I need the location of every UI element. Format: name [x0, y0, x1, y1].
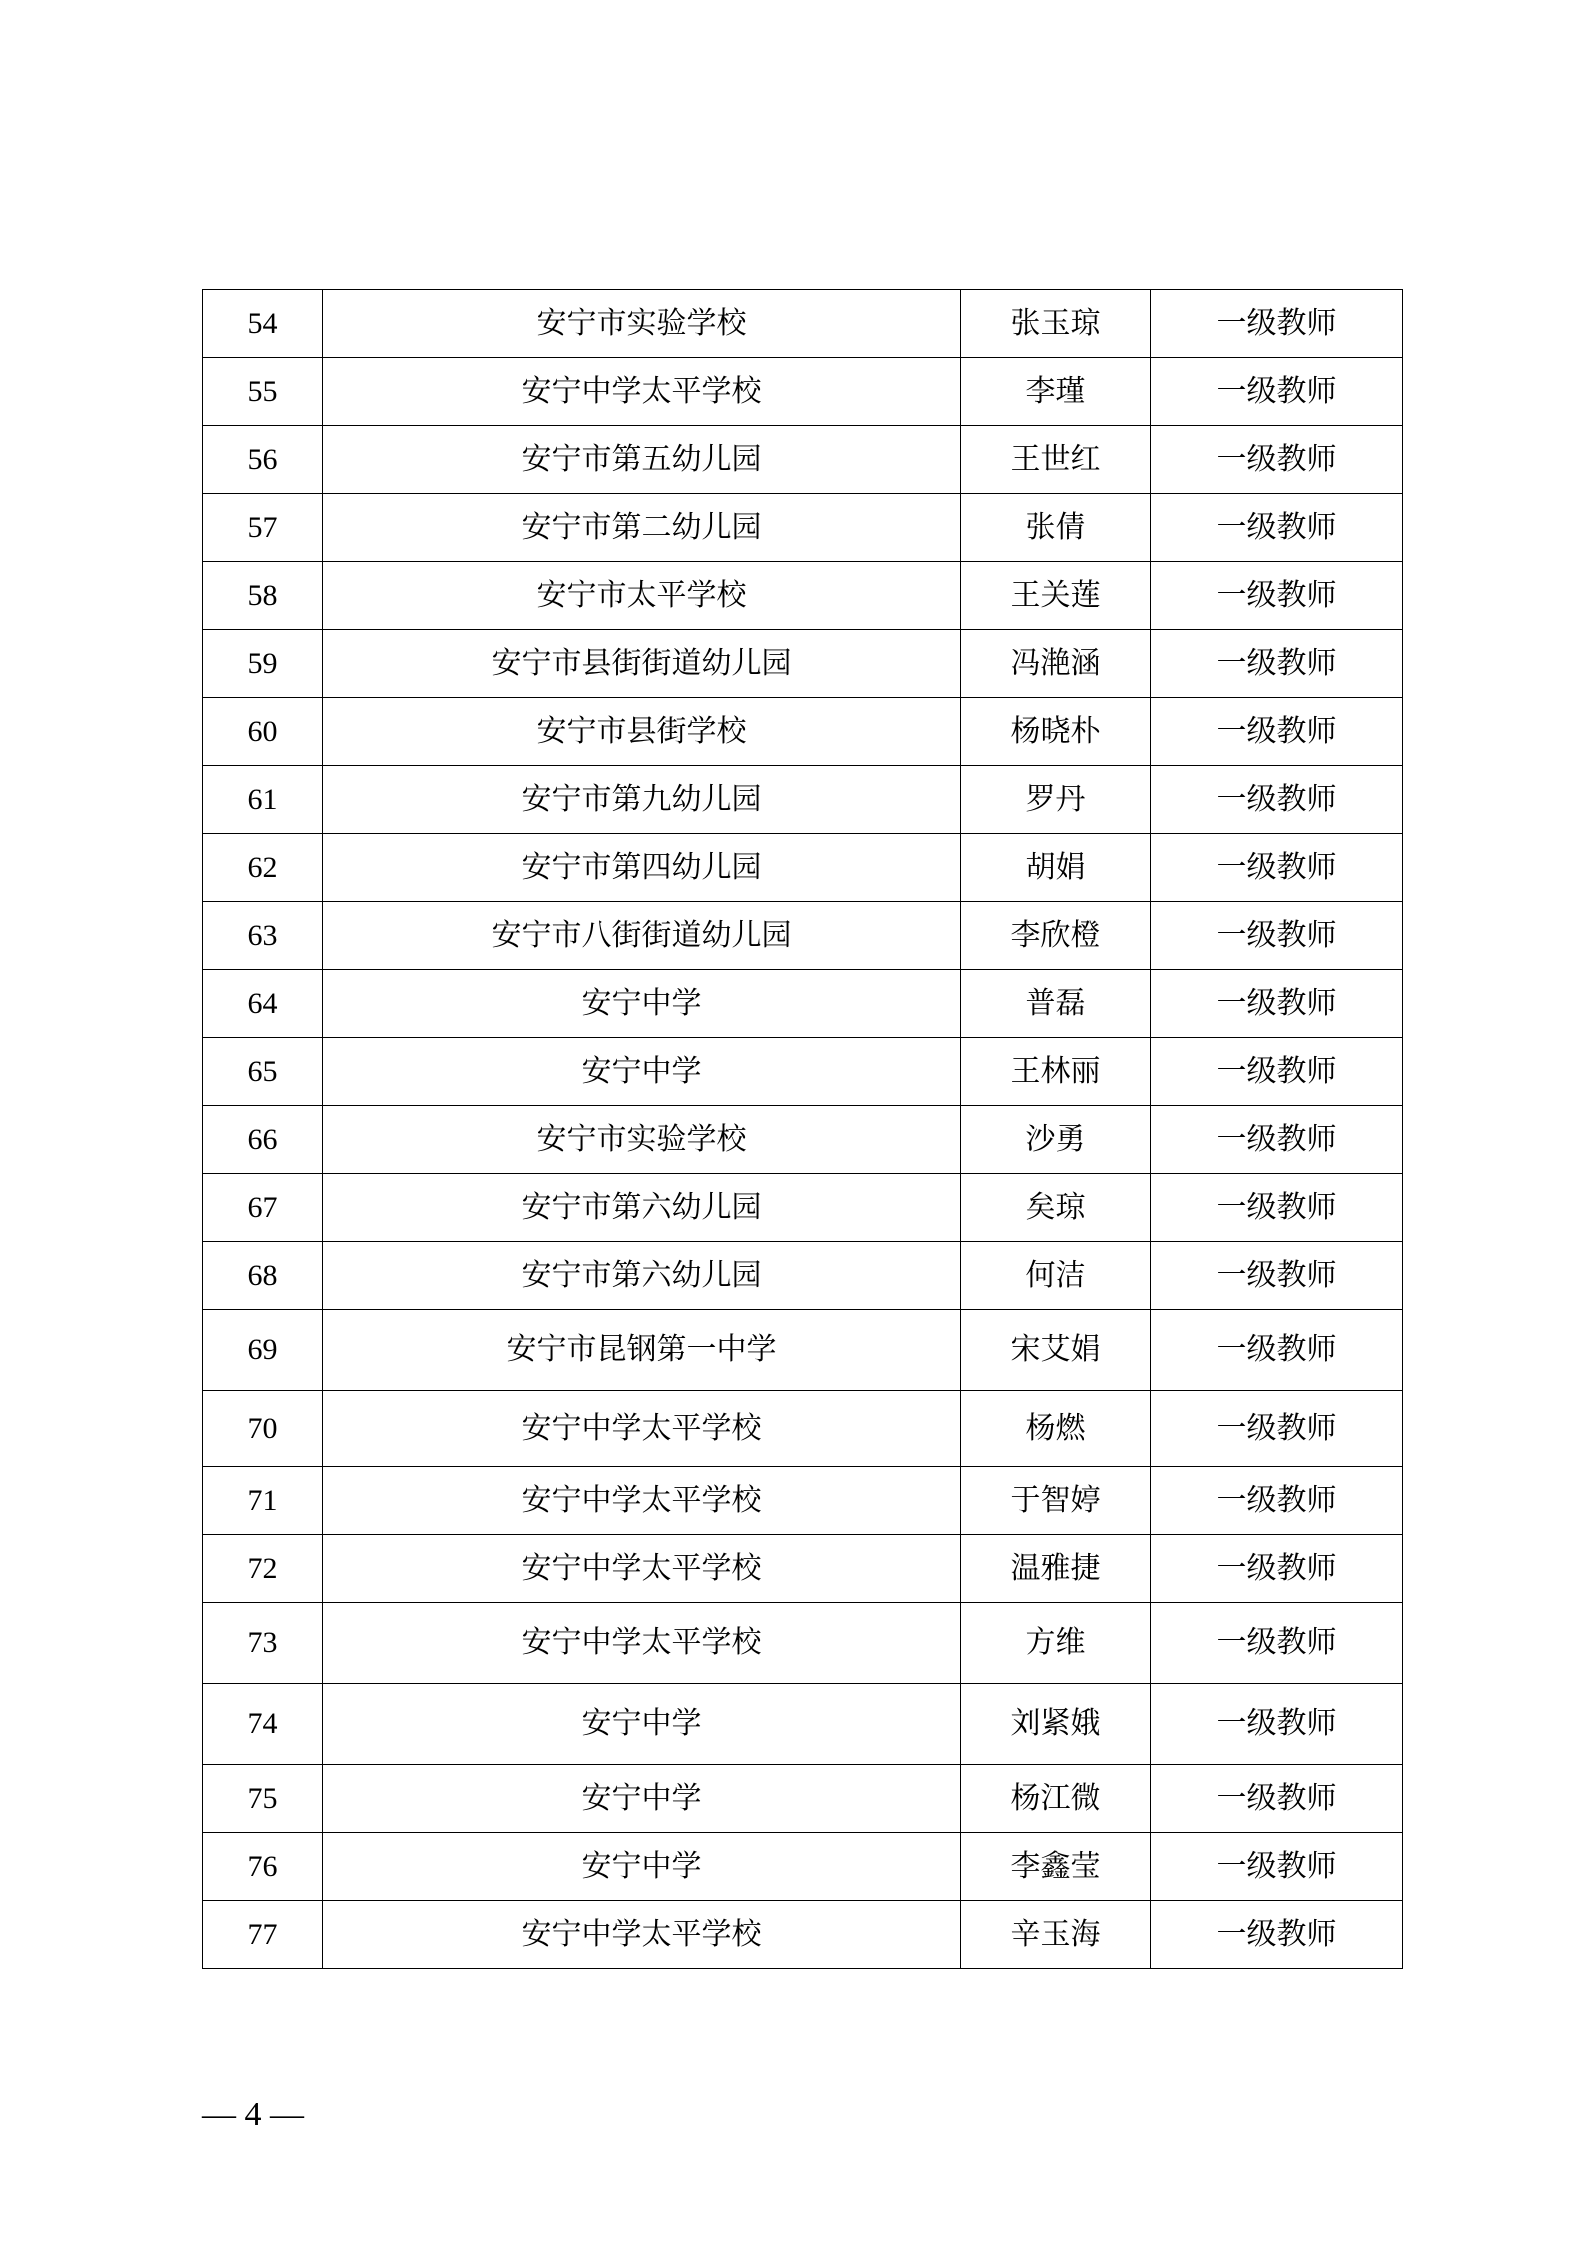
row-number-cell: 60 [203, 698, 323, 766]
unit-name-cell: 安宁中学 [323, 1684, 961, 1765]
unit-name-cell: 安宁市实验学校 [323, 1106, 961, 1174]
teacher-name-cell: 温雅捷 [961, 1535, 1151, 1603]
teacher-title-cell: 一级教师 [1151, 1106, 1403, 1174]
teacher-name-cell: 李鑫莹 [961, 1833, 1151, 1901]
table-row [203, 1242, 1403, 1310]
teacher-name-cell: 杨燃 [961, 1391, 1151, 1467]
unit-name-cell: 安宁市县街街道幼儿园 [323, 630, 961, 698]
table-row [203, 1765, 1403, 1833]
teacher-name-cell: 王关莲 [961, 562, 1151, 630]
teacher-title-cell: 一级教师 [1151, 1391, 1403, 1467]
row-number-cell: 65 [203, 1038, 323, 1106]
row-number-cell: 57 [203, 494, 323, 562]
unit-name-cell: 安宁中学 [323, 970, 961, 1038]
row-number-cell: 64 [203, 970, 323, 1038]
row-number-cell: 63 [203, 902, 323, 970]
teacher-name-cell: 何洁 [961, 1242, 1151, 1310]
table-row [203, 1174, 1403, 1242]
table-row [203, 1106, 1403, 1174]
teacher-title-cell: 一级教师 [1151, 1174, 1403, 1242]
page-number: — 4 — [202, 2096, 304, 2133]
row-number-cell: 74 [203, 1684, 323, 1765]
unit-name-cell: 安宁中学太平学校 [323, 1901, 961, 1969]
teacher-title-cell: 一级教师 [1151, 1765, 1403, 1833]
teacher-title-cell: 一级教师 [1151, 834, 1403, 902]
teacher-name-cell: 辛玉海 [961, 1901, 1151, 1969]
row-number-cell: 68 [203, 1242, 323, 1310]
row-number-cell: 70 [203, 1391, 323, 1467]
row-number-cell: 72 [203, 1535, 323, 1603]
teacher-title-cell: 一级教师 [1151, 290, 1403, 358]
table-row [203, 1684, 1403, 1765]
table-body [203, 290, 1403, 1969]
row-number-cell: 69 [203, 1310, 323, 1391]
teacher-title-cell: 一级教师 [1151, 1242, 1403, 1310]
unit-name-cell: 安宁中学太平学校 [323, 1603, 961, 1684]
unit-name-cell: 安宁中学 [323, 1038, 961, 1106]
teacher-title-cell: 一级教师 [1151, 970, 1403, 1038]
teacher-title-cell: 一级教师 [1151, 1901, 1403, 1969]
unit-name-cell: 安宁中学太平学校 [323, 1535, 961, 1603]
teacher-name-cell: 王世红 [961, 426, 1151, 494]
teacher-name-cell: 刘紧娥 [961, 1684, 1151, 1765]
teacher-list-table [202, 289, 1403, 1969]
teacher-name-cell: 杨晓朴 [961, 698, 1151, 766]
table-row [203, 1391, 1403, 1467]
teacher-title-cell: 一级教师 [1151, 494, 1403, 562]
teacher-title-cell: 一级教师 [1151, 1310, 1403, 1391]
row-number-cell: 61 [203, 766, 323, 834]
row-number-cell: 66 [203, 1106, 323, 1174]
teacher-title-cell: 一级教师 [1151, 766, 1403, 834]
teacher-title-cell: 一级教师 [1151, 1833, 1403, 1901]
table-row [203, 766, 1403, 834]
unit-name-cell: 安宁市第六幼儿园 [323, 1174, 961, 1242]
table-row [203, 1310, 1403, 1391]
row-number-cell: 77 [203, 1901, 323, 1969]
teacher-title-cell: 一级教师 [1151, 1467, 1403, 1535]
table-row [203, 902, 1403, 970]
row-number-cell: 76 [203, 1833, 323, 1901]
teacher-title-cell: 一级教师 [1151, 698, 1403, 766]
teacher-name-cell: 普磊 [961, 970, 1151, 1038]
teacher-title-cell: 一级教师 [1151, 358, 1403, 426]
teacher-title-cell: 一级教师 [1151, 630, 1403, 698]
table-row [203, 1038, 1403, 1106]
teacher-name-cell: 李瑾 [961, 358, 1151, 426]
row-number-cell: 67 [203, 1174, 323, 1242]
table-row [203, 970, 1403, 1038]
unit-name-cell: 安宁市县街学校 [323, 698, 961, 766]
unit-name-cell: 安宁中学 [323, 1765, 961, 1833]
table-row [203, 290, 1403, 358]
row-number-cell: 73 [203, 1603, 323, 1684]
teacher-name-cell: 沙勇 [961, 1106, 1151, 1174]
teacher-name-cell: 方维 [961, 1603, 1151, 1684]
unit-name-cell: 安宁市第六幼儿园 [323, 1242, 961, 1310]
table-row [203, 834, 1403, 902]
teacher-name-cell: 张倩 [961, 494, 1151, 562]
teacher-title-cell: 一级教师 [1151, 1535, 1403, 1603]
teacher-name-cell: 张玉琼 [961, 290, 1151, 358]
row-number-cell: 62 [203, 834, 323, 902]
teacher-title-cell: 一级教师 [1151, 562, 1403, 630]
teacher-name-cell: 矣琼 [961, 1174, 1151, 1242]
unit-name-cell: 安宁市太平学校 [323, 562, 961, 630]
teacher-name-cell: 冯滟涵 [961, 630, 1151, 698]
teacher-name-cell: 杨江微 [961, 1765, 1151, 1833]
table-row [203, 698, 1403, 766]
teacher-title-cell: 一级教师 [1151, 1603, 1403, 1684]
table-row [203, 630, 1403, 698]
row-number-cell: 75 [203, 1765, 323, 1833]
unit-name-cell: 安宁市第二幼儿园 [323, 494, 961, 562]
unit-name-cell: 安宁中学太平学校 [323, 1467, 961, 1535]
table-row [203, 358, 1403, 426]
unit-name-cell: 安宁市八街街道幼儿园 [323, 902, 961, 970]
row-number-cell: 54 [203, 290, 323, 358]
table-row [203, 1833, 1403, 1901]
row-number-cell: 58 [203, 562, 323, 630]
row-number-cell: 56 [203, 426, 323, 494]
table-row [203, 1901, 1403, 1969]
unit-name-cell: 安宁中学 [323, 1833, 961, 1901]
teacher-name-cell: 胡娟 [961, 834, 1151, 902]
teacher-title-cell: 一级教师 [1151, 426, 1403, 494]
table-row [203, 1603, 1403, 1684]
teacher-name-cell: 王林丽 [961, 1038, 1151, 1106]
table-row [203, 426, 1403, 494]
row-number-cell: 55 [203, 358, 323, 426]
unit-name-cell: 安宁市第四幼儿园 [323, 834, 961, 902]
teacher-name-cell: 罗丹 [961, 766, 1151, 834]
unit-name-cell: 安宁市实验学校 [323, 290, 961, 358]
teacher-name-cell: 宋艾娟 [961, 1310, 1151, 1391]
unit-name-cell: 安宁中学太平学校 [323, 358, 961, 426]
teacher-title-cell: 一级教师 [1151, 1038, 1403, 1106]
teacher-title-cell: 一级教师 [1151, 902, 1403, 970]
unit-name-cell: 安宁市昆钢第一中学 [323, 1310, 961, 1391]
table-row [203, 562, 1403, 630]
unit-name-cell: 安宁中学太平学校 [323, 1391, 961, 1467]
teacher-title-cell: 一级教师 [1151, 1684, 1403, 1765]
table-row [203, 494, 1403, 562]
teacher-name-cell: 于智婷 [961, 1467, 1151, 1535]
row-number-cell: 59 [203, 630, 323, 698]
table-row [203, 1535, 1403, 1603]
teacher-name-cell: 李欣橙 [961, 902, 1151, 970]
row-number-cell: 71 [203, 1467, 323, 1535]
unit-name-cell: 安宁市第九幼儿园 [323, 766, 961, 834]
table-row [203, 1467, 1403, 1535]
unit-name-cell: 安宁市第五幼儿园 [323, 426, 961, 494]
